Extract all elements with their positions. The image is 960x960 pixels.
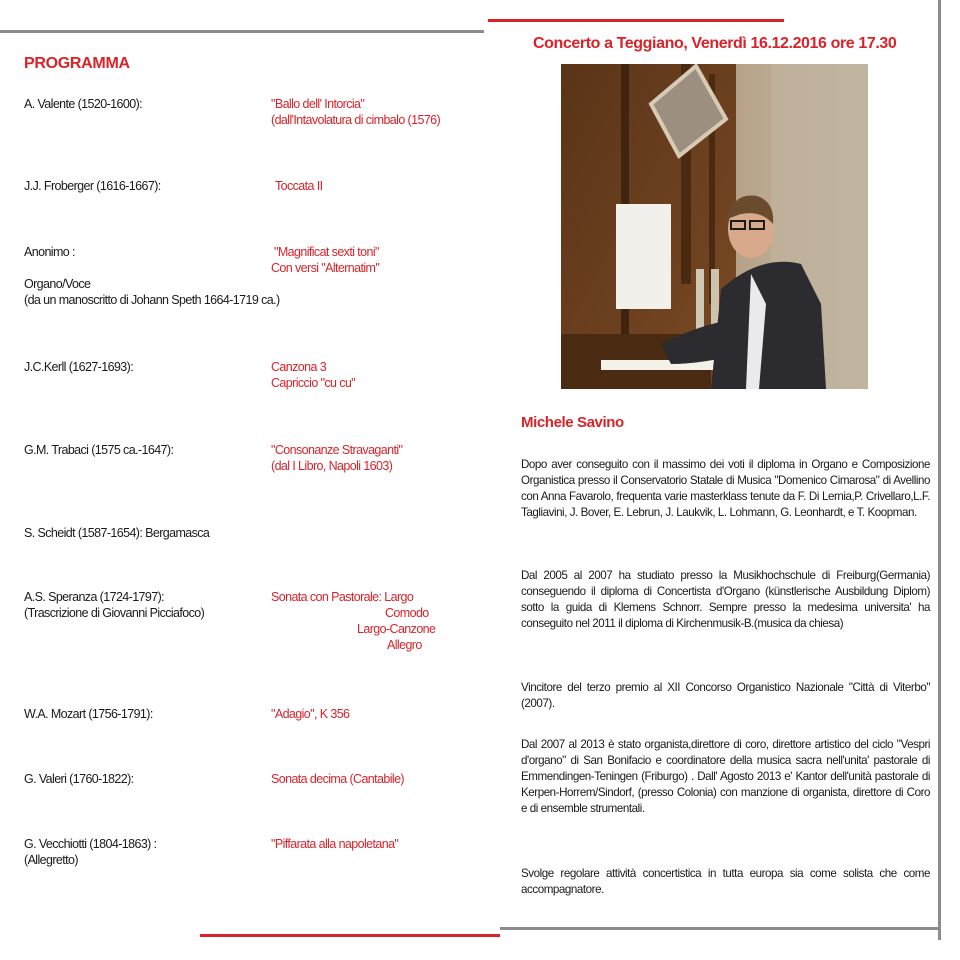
program-composer-6: S. Scheidt (1587-1654): Bergamasca: [24, 526, 210, 540]
bio-paragraph-3: Vincitore del terzo premio al XII Concorso Organistico Nazionale "Città di Viterbo"(2007).: [521, 681, 930, 710]
program-composer-2: J.J. Froberger (1616-1667):: [24, 179, 161, 193]
bio-paragraph-5: Svolge regolare attività concertistica in tutta europa sia come solista che come accompagnatore.: [521, 867, 930, 896]
program-work-4: Canzona 3 Capriccio "cu cu": [271, 360, 356, 390]
program-title: PROGRAMMA: [24, 55, 130, 72]
program-work-10: "Piffarata alla napoletana": [271, 837, 399, 851]
bottom-right-gray-rule: [500, 927, 940, 930]
organist-photo: [561, 64, 868, 389]
bio-paragraph-4: Dal 2007 al 2013 è stato organista,direttore di coro, direttore artistico del ciclo "Vespri d'organo" di San Bonifacio e coordinatore della musica sacra nell'unita' pastorale di Emmendingen-Teningen (Friburgo) . Dall' Agosto 2013 e' Kantor dell'unità pastorale di Kerpen-Horrem/Sindorf, (presso Colonia) con manzione di organista, direttore di Coro e di ensemble strumentali.: [521, 738, 930, 815]
program-composer-5: G.M. Trabaci (1575 ca.-1647):: [24, 443, 174, 457]
bio-paragraph-1: Dopo aver conseguito con il massimo dei voti il diploma in Organo e Composizione Organistica presso il Conservatorio Statale di Musica "Domenico Cimarosa" di Avellino con Anna Favarolo, frequenta varie masterklass tenute da F. Di Lernia,P. Crivellaro,L.F. Tagliavini, J. Bover, E. Lebrun, J. Laukvik, L. Lohmann, G. Leonhardt, e T. Koopman.: [521, 458, 930, 519]
program-work-9: Sonata decima (Cantabile): [271, 772, 404, 786]
top-red-rule: [488, 19, 784, 22]
program-composer-10: G. Vecchiotti (1804-1863) : (Allegretto): [24, 837, 157, 867]
program-work-3: "Magnificat sexti toni" Con versi "Alternatim": [271, 245, 380, 275]
program-composer-1: A. Valente (1520-1600):: [24, 97, 142, 111]
bio-name: Michele Savino: [521, 414, 624, 431]
program-composer-9: G. Valeri (1760-1822):: [24, 772, 134, 786]
right-edge-rule: [938, 0, 941, 940]
program-composer-7: A.S. Speranza (1724-1797): (Trascrizione di Giovanni Picciafoco): [24, 590, 205, 620]
program-composer-4: J.C.Kerll (1627-1693):: [24, 360, 134, 374]
program-composer-8: W.A. Mozart (1756-1791):: [24, 707, 153, 721]
program-composer-3: Anonimo : Organo/Voce (da un manoscritto di Johann Speth 1664-1719 ca.): [24, 245, 280, 307]
concert-title: Concerto a Teggiano, Venerdì 16.12.2016 ore 17.30: [533, 35, 897, 52]
top-left-gray-rule: [0, 30, 484, 33]
program-work-2: Toccata II: [275, 179, 323, 193]
program-work-7: Sonata con Pastorale: Largo Comodo Largo-Canzone Allegro: [271, 590, 436, 652]
program-work-1: "Ballo dell' Intorcia" (dall'Intavolatura di cimbalo (1576): [271, 97, 441, 127]
bottom-red-rule: [200, 934, 500, 937]
program-work-5: "Consonanze Stravaganti" (dal I Libro, Napoli 1603): [271, 443, 403, 473]
program-work-8: "Adagio", K 356: [271, 707, 350, 721]
bio-paragraph-2: Dal 2005 al 2007 ha studiato presso la Musikhochschule di Freiburg(Germania) conseguendo il diploma di Concertista d'Organo (künstlerische Ausbildung Diplom) sotto la guida di Klemens Schnorr. Sempre presso la medesima universita' ha conseguito nel 2011 il diploma di Kirchenmusik-B.(musica da chiesa): [521, 569, 930, 630]
